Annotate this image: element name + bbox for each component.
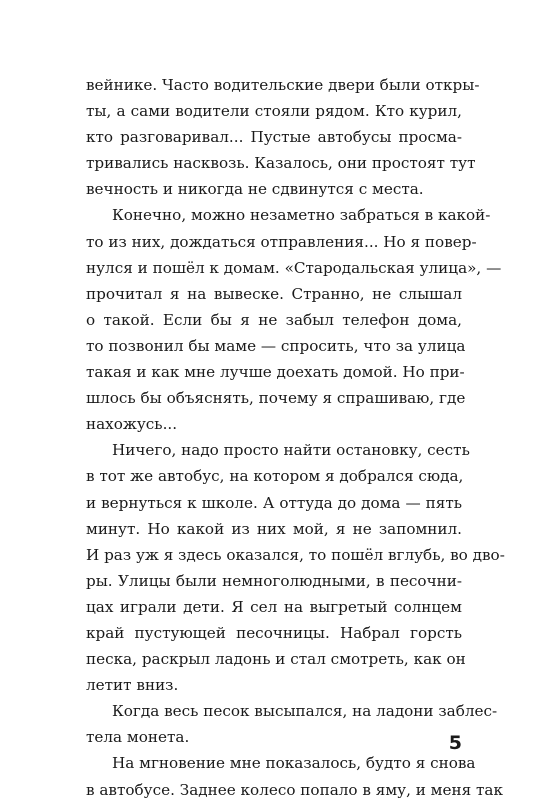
text-line: Конечно, можно незаметно забраться в какой- — [112, 206, 491, 225]
text-line: край пустующей песочницы. Набрал горсть — [86, 623, 462, 642]
paragraph-3 — [86, 437, 505, 698]
paragraph-5 — [86, 750, 503, 802]
text-line: такая и как мне лучше доехать домой. Но при- — [86, 363, 465, 382]
text-line: летит вниз. — [86, 676, 179, 695]
text-line: тела монета. — [86, 728, 190, 747]
text-line: в тот же автобус, на котором я добрался сюда, — [86, 467, 464, 486]
text-line: ры. Улицы были немноголюдными, в песочни- — [86, 571, 462, 590]
page-number: 5 — [448, 732, 462, 754]
text-line: кто разговаривал... Пустые автобусы просма- — [86, 128, 462, 147]
paragraph-1 — [86, 72, 480, 202]
text-line: нахожусь... — [86, 415, 178, 434]
text-line: в автобусе. Заднее колесо попало в яму, и меня так — [86, 780, 503, 799]
text-line: нулся и пошёл к домам. «Стародальская улица», — — [86, 258, 502, 277]
body-text — [86, 72, 505, 803]
text-line: и вернуться к школе. А оттуда до дома — пять — [86, 493, 462, 512]
text-line: ты, а сами водители стояли рядом. Кто курил, — [86, 102, 462, 121]
text-line: песка, раскрыл ладонь и стал смотреть, как он — [86, 650, 466, 669]
text-line: о такой. Если бы я не забыл телефон дома, — [86, 310, 462, 329]
text-line: Когда весь песок высыпался, на ладони заблес- — [112, 702, 498, 721]
text-line: И раз уж я здесь оказался, то пошёл вглубь, во дво- — [86, 545, 505, 564]
text-line: тривались насквозь. Казалось, они простоят тут — [86, 154, 476, 173]
text-line: вечность и никогда не сдвинутся с места. — [86, 180, 424, 199]
text-line: шлось бы объяснять, почему я спрашиваю, где — [86, 389, 466, 408]
text-line: то позвонил бы маме — спросить, что за улица — [86, 336, 466, 355]
paragraph-4 — [86, 698, 498, 750]
text-line: то из них, дождаться отправления... Но я повер- — [86, 232, 477, 251]
text-line: Ничего, надо просто найти остановку, сесть — [112, 441, 470, 460]
text-line: минут. Но какой из них мой, я не запомнил. — [86, 519, 462, 538]
text-line: прочитал я на вывеске. Странно, не слышал — [86, 284, 462, 303]
text-line: цах играли дети. Я сел на выгретый солнцем — [86, 597, 462, 616]
text-line: вейнике. Часто водительские двери были откры- — [86, 76, 480, 94]
text-line: На мгновение мне показалось, будто я снова — [112, 754, 476, 773]
paragraph-2 — [86, 202, 502, 437]
